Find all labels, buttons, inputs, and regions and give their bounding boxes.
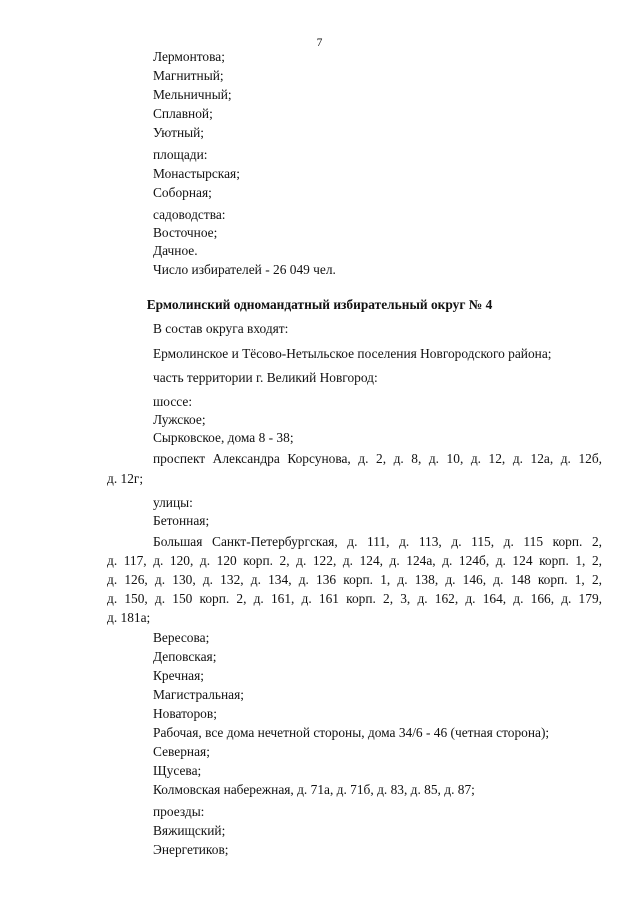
street-item: Щусева; xyxy=(153,763,202,778)
avenue-item-cont: д. 12г; xyxy=(107,471,144,486)
paragraph-line: Ермолинское и Тёсово-Нетыльское поселения Новгородского района; xyxy=(153,346,552,361)
district-heading: Ермолинский одномандатный избирательный округ № 4 xyxy=(146,297,493,312)
category-label: площади: xyxy=(153,147,208,162)
street-item: Лермонтова; xyxy=(153,49,225,64)
street-item-cont: д. 117, д. 120, д. 120 корп. 2, д. 122, д. 124, д. 124а, д. 124б, д. 124 корп. 1, 2, xyxy=(107,553,602,568)
highway-item: Сырковское, дома 8 - 38; xyxy=(153,430,294,445)
street-item: Северная; xyxy=(153,744,210,759)
category-label: проезды: xyxy=(153,804,205,819)
garden-item: Дачное. xyxy=(153,243,198,258)
street-item: Магистральная; xyxy=(153,687,245,702)
street-item-cont: д. 181а; xyxy=(107,610,151,625)
passage-item: Энергетиков; xyxy=(153,842,229,857)
street-item: Колмовская набережная, д. 71а, д. 71б, д. 83, д. 85, д. 87; xyxy=(153,782,475,797)
paragraph-line: часть территории г. Великий Новгород: xyxy=(153,370,378,385)
page-number: 7 xyxy=(316,37,323,49)
category-label: шоссе: xyxy=(153,394,193,409)
street-item: Сплавной; xyxy=(153,106,213,121)
voter-count: Число избирателей - 26 049 чел. xyxy=(153,262,336,277)
street-item-cont: д. 126, д. 130, д. 132, д. 134, д. 136 корп. 1, д. 138, д. 146, д. 148 корп. 1, 2, xyxy=(107,572,602,587)
category-label: улицы: xyxy=(153,495,193,510)
square-item: Монастырская; xyxy=(153,166,240,181)
street-item: Вересова; xyxy=(153,630,210,645)
garden-item: Восточное; xyxy=(153,225,218,240)
street-item: Магнитный; xyxy=(153,68,224,83)
street-item: Рабочая, все дома нечетной стороны, дома 34/6 - 46 (четная сторона); xyxy=(153,725,550,740)
passage-item: Вяжищский; xyxy=(153,823,226,838)
paragraph-line: В состав округа входят: xyxy=(153,321,289,336)
highway-item: Лужское; xyxy=(153,412,206,427)
street-item: Уютный; xyxy=(153,125,205,140)
category-label: садоводства: xyxy=(153,207,226,222)
street-item: Бетонная; xyxy=(153,513,210,528)
street-item: Новаторов; xyxy=(153,706,217,721)
street-item: Мельничный; xyxy=(153,87,232,102)
street-item-cont: д. 150, д. 150 корп. 2, д. 161, д. 161 корп. 2, 3, д. 162, д. 164, д. 166, д. 179, xyxy=(107,591,602,606)
square-item: Соборная; xyxy=(153,185,212,200)
street-item: Деповская; xyxy=(153,649,217,664)
street-item: Большая Санкт-Петербургская, д. 111, д. 113, д. 115, д. 115 корп. 2, xyxy=(153,534,602,549)
avenue-item: проспект Александра Корсунова, д. 2, д. 8, д. 10, д. 12, д. 12а, д. 12б, xyxy=(153,451,602,466)
street-item: Кречная; xyxy=(153,668,204,683)
